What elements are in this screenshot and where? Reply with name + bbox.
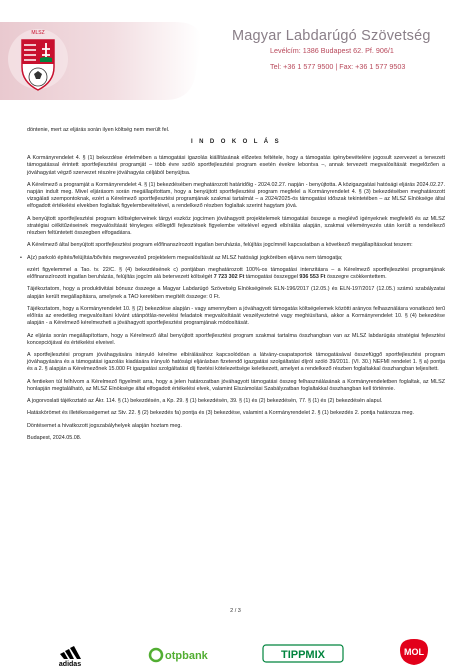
intro-paragraph: döntenie, mert az eljárás során ilyen költség nem merült fel. <box>27 127 170 133</box>
adidas-logo <box>40 640 102 666</box>
otpbank-logo <box>148 645 230 665</box>
tippmix-logo <box>262 643 346 665</box>
paragraph-5 <box>27 267 445 281</box>
organization-address: Levélcím: 1386 Budapest 62. Pf. 906/1 <box>270 46 394 55</box>
adidas-text: adidas <box>58 661 82 666</box>
mlsz-logo-banner <box>0 12 200 107</box>
paragraph-10: A fentieken túl felhívom a Kérelmező figyelmét arra, hogy a jelen határozatban jóváhagyott támogatási összeg felhasználásának a Kormányrendeletben foglaltak, az MLSZ honlapján megtalálható, az MLSZ Elnöksége által elfogadott értékelési elvek, valamint Elszámolási Szabályzatban foglaltakkal összhangban kell történnie. <box>27 378 445 392</box>
section-heading: I N D O K O L Á S <box>190 139 282 146</box>
paragraph-3: A benyújtott sportfejlesztési program költségterveinek tárgyi eszköz jogcímen jóváhagyott projektelemek támogatási összege a meglévő igényeknek megfelelő és az MLSZ stratégiai célkitűzéseinek megvalósítását tényleges előlegtől fejlesztések figyelembe vételével egyedi elbírálás alapján, szakmai véleményezés után került a rendelkező részben feltüntetett összegben elfogadásra. <box>27 215 445 237</box>
p5-text-c: támogatási összeggel <box>244 274 300 281</box>
date-line: Budapest, 2024.05.08. <box>27 435 82 441</box>
otpbank-text: otpbank <box>165 650 208 662</box>
paragraph-13: Döntésemet a hivatkozott jogszabályhelyek alapján hoztam meg. <box>27 422 182 429</box>
page-number: 2 / 3 <box>230 608 241 614</box>
p5-amount-2: 936 553 Ft <box>299 274 326 281</box>
organization-name: Magyar Labdarúgó Szövetség <box>232 28 431 44</box>
p5-text-a: ezért figyelemmel a Tao. tv. 22/C. § (4) bekezdésének c) pontjában meghatározott 100%-os támogatási intenzitásra – a Kérelmező sportfejlesztési programjának előfinanszírozott ingatlan beruházás, felújítás jogcím alá betervezett költségét <box>27 266 445 281</box>
paragraph-1: A Kormányrendelet 4. § (1) bekezdése értelmében a támogatási igazolás kiállításának előzetes feltétele, hogy a támogatás igénybevételére jogosult szervezet a tervezett támogatással érintett sportfejlesztési programját – több évre szóló sportfejlesztési program esetén évekre lebontva –, annak tervezett megvalósítását megelőzően a jóváhagyást végző szervezet részére jóváhagyás céljából benyújtsa. <box>27 155 445 176</box>
paragraph-6: Tájékoztatom, hogy a produktivitási bónusz összege a Magyar Labdarúgó Szövetség Elnökségének ELN-196/2017 (12.05.) és ELN-197/2017 (12.05.) számú szabályzatai alapján került megállapításra, amelynek a TAO keretében megítélt összege: 0 Ft. <box>27 286 445 300</box>
paragraph-9: A sportfejlesztési program jóváhagyására irányuló kérelme elbírálásához kapcsolódóan a látvány-csapatsportok támogatásával összefüggő sportfejlesztési program jóváhagyására és a támogatási igazolás kiadására irányuló hatósági eljárásban fizetendő igazgatási szolgáltatási díjról szóló 39/2011. (VI. 30.) NEFMI rendelet 1. § a) pontja és a 2. § alapján a Kérelmezőnek 15.000 Ft igazgatási szolgáltatási díj fizetési kötelezettsége keletkezett, amelyet a rendelkező részben foglaltakkal összhangban teljesített. <box>27 352 445 373</box>
paragraph-7: Tájékoztatom, hogy a Kormányrendelet 10. § (2) bekezdése alapján - vagy amennyiben a jóváhagyott támogatás költségelemek közötti arányos felhasználásra vonatkozó terű előírás az eredetileg megvalósítani kívánt utánpótlás-nevelési feladatok megvalósítását veszélyeztetné vagy meghiúsítaná, akkor a Kormányrendelet 10. § (4) bekezdése alapján - a Kérelmező kérelmezheti a jóváhagyott sportfejlesztési programjának módosítását. <box>27 305 445 327</box>
organization-contact: Tel: +36 1 577 9500 | Fax: +36 1 577 9503 <box>270 62 406 71</box>
p5-text-e: összegre csökkentettem. <box>325 274 387 281</box>
bullet-item: • A(z) parkoló építés/felújítás/bővítés megnevezésű projektelem megvalósítását az MLSZ hatósági jogkörében eljárva nem támogatja; <box>27 255 445 262</box>
paragraph-12: Hatáskörömet és illetékességemet az Stv. 22. § (2) bekezdés fa) pontja és (3) bekezdése, valamint a Kormányrendelet 2. § (1) bekezdés 2. pontja határozza meg. <box>27 410 415 417</box>
paragraph-2: A Kérelmező a programját a Kormányrendelet 4. § (1) bekezdésében meghatározott határidőig - 2024.02.27. napján - benyújtotta. A közigazgatási hatósági eljárás 2024.02.27. napján indult meg. Mivel eljárásom során megállapítottam, hogy a benyújtott sportfejlesztési program megfelel a Kormányrendelet 4. § (3) bekezdésében meghatározott vizsgálati szempontoknak, ezért a Kérelmező sportfejlesztési programjának szakmai tartalmát – a 2024/2025-ös támogatási időszak tekintetében – az MLSZ Elnöksége által elfogadott értékelési elvekben foglaltak figyelembevételével, a rendelkező részben foglaltak szerint hagytam jóvá. <box>27 181 445 210</box>
paragraph-8: Az eljárás során megállapítottam, hogy a Kérelmező által benyújtott sportfejlesztési program szakmai tartalma összhangban van az MLSZ labdarúgás stratégiai fejlesztési koncepciójával és értékelési elveivel. <box>27 332 445 346</box>
paragraph-4: A Kérelmező által benyújtott sportfejlesztési program előfinanszírozott ingatlan beruházás, felújítás jogcímnél kapcsolatban a következő megállapításokat teszem: <box>27 242 413 249</box>
mol-logo <box>395 637 433 667</box>
mol-text: MOL <box>404 647 424 657</box>
p5-amount-1: 7 723 302 Ft <box>213 274 245 281</box>
paragraph-11: A jogorvoslati tájékoztató az Ákr. 114. § (1) bekezdésén, a Kp. 29. § (1) bekezdésén, 39. § (1) és (2) bekezdésén, 77. § (1) és (2) bekezdésén alapul. <box>27 398 383 405</box>
sponsor-logos <box>0 636 471 667</box>
tippmix-text: TIPPMIX <box>280 649 326 661</box>
document-body <box>27 127 445 447</box>
svg-text:MLSZ: MLSZ <box>31 30 45 36</box>
letterhead <box>0 0 471 120</box>
